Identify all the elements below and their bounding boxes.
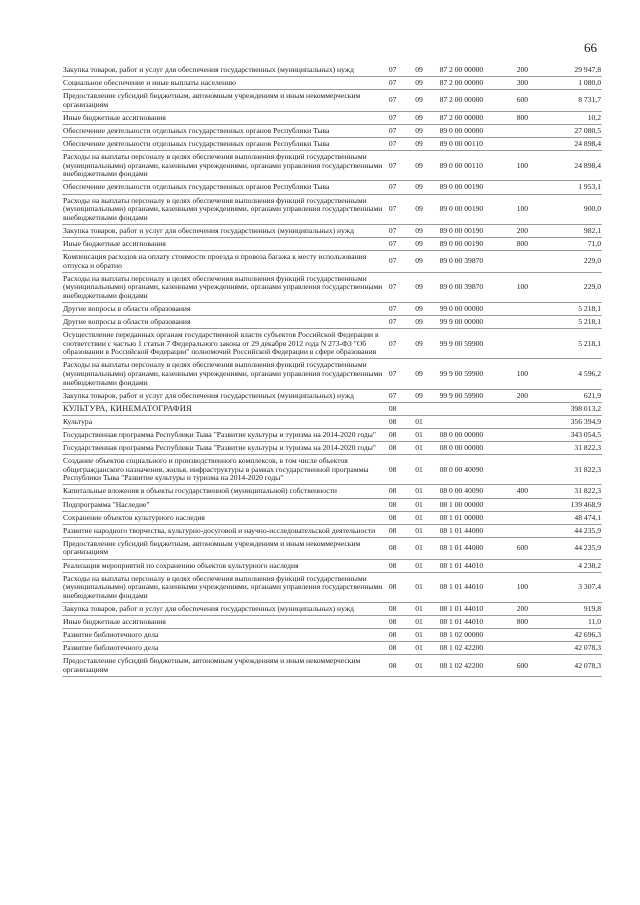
subsection-code-cell: 09 xyxy=(414,359,438,389)
row-name-cell: Закупка товаров, работ и услуг для обеспечения государственных (муниципальных) нужд xyxy=(62,64,388,77)
section-code-cell: 07 xyxy=(388,90,414,112)
table-row xyxy=(62,415,602,428)
subsection-code-cell: 09 xyxy=(414,302,438,315)
expense-type-cell: 400 xyxy=(516,485,544,498)
budget-table xyxy=(62,64,602,677)
target-article-cell: 08 1 01 44000 xyxy=(439,537,516,559)
subsection-code-cell xyxy=(414,402,438,415)
section-code-cell: 07 xyxy=(388,237,414,250)
table-row xyxy=(62,442,602,455)
subsection-code-cell: 01 xyxy=(414,616,438,629)
expense-type-cell xyxy=(516,629,544,642)
target-article-cell: 08 1 02 42200 xyxy=(439,655,516,677)
table-row xyxy=(62,302,602,315)
amount-cell: 71,0 xyxy=(544,237,602,250)
subsection-code-cell: 09 xyxy=(414,77,438,90)
subsection-code-cell: 01 xyxy=(414,455,438,485)
table-row xyxy=(62,272,602,302)
subsection-code-cell: 01 xyxy=(414,511,438,524)
table-row xyxy=(62,559,602,572)
amount-cell: 4 596,2 xyxy=(544,359,602,389)
table-row xyxy=(62,329,602,359)
table-row xyxy=(62,537,602,559)
target-article-cell: 89 0 00 00190 xyxy=(439,194,516,224)
section-code-cell: 08 xyxy=(388,442,414,455)
row-name-cell: Капитальные вложения в объекты государственной (муниципальной) собственности xyxy=(62,485,388,498)
subsection-code-cell: 09 xyxy=(414,151,438,181)
subsection-code-cell: 09 xyxy=(414,389,438,402)
row-name-cell: Реализация мероприятий по сохранению объектов культурного наследия xyxy=(62,559,388,572)
amount-cell: 229,0 xyxy=(544,272,602,302)
amount-cell: 621,9 xyxy=(544,389,602,402)
target-article-cell: 08 0 00 40090 xyxy=(439,485,516,498)
section-code-cell: 08 xyxy=(388,572,414,602)
amount-cell: 900,0 xyxy=(544,194,602,224)
table-row xyxy=(62,224,602,237)
amount-cell: 139 468,9 xyxy=(544,498,602,511)
section-code-cell: 08 xyxy=(388,602,414,615)
subsection-code-cell: 09 xyxy=(414,138,438,151)
expense-type-cell: 200 xyxy=(516,389,544,402)
target-article-cell: 99 9 00 59900 xyxy=(439,329,516,359)
subsection-code-cell: 01 xyxy=(414,524,438,537)
target-article-cell xyxy=(439,415,516,428)
row-name-cell: Расходы на выплаты персоналу в целях обеспечения выполнения функций государственными (муниципальными) органами, казенными учреждениями, органами управления государственными внебюджетными фондами xyxy=(62,151,388,181)
target-article-cell: 08 1 02 00000 xyxy=(439,629,516,642)
row-name-cell: Социальное обеспечение и иные выплаты населению xyxy=(62,77,388,90)
expense-type-cell: 100 xyxy=(516,572,544,602)
section-code-cell: 08 xyxy=(388,455,414,485)
subsection-code-cell: 09 xyxy=(414,237,438,250)
page-number: 66 xyxy=(584,40,597,55)
subsection-code-cell: 01 xyxy=(414,655,438,677)
target-article-cell: 89 0 00 39870 xyxy=(439,251,516,273)
row-name-cell: Государственная программа Республики Тыва "Развитие культуры и туризма на 2014-2020 годы" xyxy=(62,429,388,442)
row-name-cell: Расходы на выплаты персоналу в целях обеспечения выполнения функций государственными (муниципальными) органами, казенными учреждениями, органами управления государственными внебюджетными фондами xyxy=(62,194,388,224)
target-article-cell: 89 0 00 39870 xyxy=(439,272,516,302)
amount-cell: 31 822,3 xyxy=(544,455,602,485)
target-article-cell: 87 2 00 00000 xyxy=(439,77,516,90)
section-code-cell: 07 xyxy=(388,359,414,389)
subsection-code-cell: 09 xyxy=(414,194,438,224)
amount-cell: 48 474,1 xyxy=(544,511,602,524)
section-code-cell: 08 xyxy=(388,498,414,511)
row-name-cell: Закупка товаров, работ и услуг для обеспечения государственных (муниципальных) нужд xyxy=(62,389,388,402)
expense-type-cell xyxy=(516,329,544,359)
target-article-cell: 89 0 00 00190 xyxy=(439,237,516,250)
row-name-cell: Другие вопросы в области образования xyxy=(62,316,388,329)
expense-type-cell xyxy=(516,251,544,273)
subsection-code-cell: 09 xyxy=(414,64,438,77)
amount-cell: 42 696,3 xyxy=(544,629,602,642)
amount-cell: 229,0 xyxy=(544,251,602,273)
row-name-cell: Закупка товаров, работ и услуг для обеспечения государственных (муниципальных) нужд xyxy=(62,224,388,237)
section-code-cell: 07 xyxy=(388,111,414,124)
table-row xyxy=(62,124,602,137)
amount-cell: 44 235,9 xyxy=(544,537,602,559)
row-name-cell: Расходы на выплаты персоналу в целях обеспечения выполнения функций государственными (муниципальными) органами, казенными учреждениями, органами управления государственными внебюджетными фондами xyxy=(62,272,388,302)
subsection-code-cell: 01 xyxy=(414,629,438,642)
target-article-cell: 89 0 00 00110 xyxy=(439,151,516,181)
target-article-cell: 08 1 02 42200 xyxy=(439,642,516,655)
table-row xyxy=(62,485,602,498)
row-name-cell: Другие вопросы в области образования xyxy=(62,302,388,315)
section-code-cell: 07 xyxy=(388,138,414,151)
expense-type-cell xyxy=(516,181,544,194)
subsection-code-cell: 01 xyxy=(414,442,438,455)
table-row xyxy=(62,616,602,629)
expense-type-cell xyxy=(516,302,544,315)
amount-cell: 27 080,5 xyxy=(544,124,602,137)
section-code-cell: 07 xyxy=(388,151,414,181)
subsection-code-cell: 01 xyxy=(414,572,438,602)
table-row xyxy=(62,511,602,524)
amount-cell: 42 078,3 xyxy=(544,642,602,655)
row-name-cell: Предоставление субсидий бюджетным, автономным учреждениям и иным некоммерческим организациям xyxy=(62,90,388,112)
target-article-cell: 89 0 00 00190 xyxy=(439,224,516,237)
target-article-cell: 08 1 01 44010 xyxy=(439,616,516,629)
subsection-code-cell: 01 xyxy=(414,559,438,572)
table-row xyxy=(62,237,602,250)
target-article-cell: 89 0 00 00190 xyxy=(439,181,516,194)
section-code-cell: 07 xyxy=(388,64,414,77)
section-code-cell: 08 xyxy=(388,559,414,572)
expense-type-cell xyxy=(516,498,544,511)
row-name-cell: Развитие библиотечного дела xyxy=(62,642,388,655)
table-row xyxy=(62,111,602,124)
expense-type-cell xyxy=(516,511,544,524)
table-row xyxy=(62,498,602,511)
subsection-code-cell: 01 xyxy=(414,537,438,559)
row-name-cell: Иные бюджетные ассигнования xyxy=(62,111,388,124)
target-article-cell: 87 2 00 00000 xyxy=(439,111,516,124)
expense-type-cell xyxy=(516,442,544,455)
expense-type-cell xyxy=(516,316,544,329)
row-name-cell: Предоставление субсидий бюджетным, автономным учреждениям и иным некоммерческим организациям xyxy=(62,655,388,677)
amount-cell: 398 013,2 xyxy=(544,402,602,415)
section-code-cell: 07 xyxy=(388,181,414,194)
amount-cell: 24 898,4 xyxy=(544,151,602,181)
target-article-cell: 99 9 00 00000 xyxy=(439,316,516,329)
target-article-cell: 08 0 00 00000 xyxy=(439,442,516,455)
section-code-cell: 08 xyxy=(388,655,414,677)
expense-type-cell xyxy=(516,415,544,428)
row-name-cell: Государственная программа Республики Тыва "Развитие культуры и туризма на 2014-2020 годы" xyxy=(62,442,388,455)
amount-cell: 919,8 xyxy=(544,602,602,615)
target-article-cell xyxy=(439,402,516,415)
amount-cell: 5 218,1 xyxy=(544,302,602,315)
target-article-cell: 99 9 00 59900 xyxy=(439,389,516,402)
expense-type-cell xyxy=(516,559,544,572)
expense-type-cell: 200 xyxy=(516,602,544,615)
row-name-cell: Иные бюджетные ассигнования xyxy=(62,616,388,629)
expense-type-cell: 200 xyxy=(516,224,544,237)
row-name-cell: Закупка товаров, работ и услуг для обеспечения государственных (муниципальных) нужд xyxy=(62,602,388,615)
target-article-cell: 08 1 01 00000 xyxy=(439,511,516,524)
table-row xyxy=(62,359,602,389)
target-article-cell: 87 2 00 00000 xyxy=(439,90,516,112)
target-article-cell: 08 1 01 44010 xyxy=(439,602,516,615)
section-code-cell: 07 xyxy=(388,251,414,273)
table-row xyxy=(62,316,602,329)
section-code-cell: 07 xyxy=(388,194,414,224)
subsection-code-cell: 09 xyxy=(414,124,438,137)
row-name-cell: Развитие библиотечного дела xyxy=(62,629,388,642)
amount-cell: 44 235,9 xyxy=(544,524,602,537)
section-code-cell: 08 xyxy=(388,402,414,415)
row-name-cell: Подпрограмма "Наследие" xyxy=(62,498,388,511)
amount-cell: 356 394,9 xyxy=(544,415,602,428)
subsection-code-cell: 01 xyxy=(414,602,438,615)
table-row xyxy=(62,524,602,537)
expense-type-cell: 600 xyxy=(516,90,544,112)
table-row xyxy=(62,151,602,181)
subsection-code-cell: 09 xyxy=(414,181,438,194)
amount-cell: 4 238,2 xyxy=(544,559,602,572)
expense-type-cell xyxy=(516,455,544,485)
table-row xyxy=(62,655,602,677)
section-code-cell: 08 xyxy=(388,511,414,524)
amount-cell: 982,1 xyxy=(544,224,602,237)
expense-type-cell: 600 xyxy=(516,537,544,559)
target-article-cell: 08 1 01 44010 xyxy=(439,572,516,602)
row-name-cell: КУЛЬТУРА, КИНЕМАТОГРАФИЯ xyxy=(62,402,388,415)
section-code-cell: 07 xyxy=(388,302,414,315)
row-name-cell: Обеспечение деятельности отдельных государственных органов Республики Тыва xyxy=(62,124,388,137)
expense-type-cell xyxy=(516,402,544,415)
amount-cell: 1 953,1 xyxy=(544,181,602,194)
subsection-code-cell: 01 xyxy=(414,498,438,511)
amount-cell: 5 218,1 xyxy=(544,316,602,329)
target-article-cell: 08 0 00 00000 xyxy=(439,429,516,442)
subsection-code-cell: 09 xyxy=(414,111,438,124)
row-name-cell: Сохранение объектов культурного наследия xyxy=(62,511,388,524)
target-article-cell: 99 0 00 00000 xyxy=(439,302,516,315)
expense-type-cell: 300 xyxy=(516,77,544,90)
amount-cell: 3 307,4 xyxy=(544,572,602,602)
expense-type-cell xyxy=(516,124,544,137)
subsection-code-cell: 01 xyxy=(414,485,438,498)
section-code-cell: 08 xyxy=(388,415,414,428)
row-name-cell: Развитие народного творчества, культурно-досуговой и научно-исследовательской деятельности xyxy=(62,524,388,537)
amount-cell: 343 054,5 xyxy=(544,429,602,442)
expense-type-cell xyxy=(516,524,544,537)
row-name-cell: Обеспечение деятельности отдельных государственных органов Республики Тыва xyxy=(62,181,388,194)
section-code-cell: 07 xyxy=(388,316,414,329)
row-name-cell: Осуществление переданных органам государственной власти субъектов Российской Федерации в соответствии с частью 1 статьи 7 Федерального закона от 29 декабря 2012 года N 273-ФЗ "Об образовании в Российской Федерации" полномочий Российской Федерации в сфере образования xyxy=(62,329,388,359)
section-code-cell: 07 xyxy=(388,329,414,359)
section-code-cell: 08 xyxy=(388,616,414,629)
row-name-cell: Обеспечение деятельности отдельных государственных органов Республики Тыва xyxy=(62,138,388,151)
row-name-cell: Компенсация расходов на оплату стоимости проезда и провоза багажа к месту использования отпуска и обратно xyxy=(62,251,388,273)
amount-cell: 29 947,8 xyxy=(544,64,602,77)
subsection-code-cell: 01 xyxy=(414,415,438,428)
table-row xyxy=(62,181,602,194)
table-row xyxy=(62,455,602,485)
table-row xyxy=(62,194,602,224)
table-row xyxy=(62,77,602,90)
target-article-cell: 08 1 01 44010 xyxy=(439,559,516,572)
expense-type-cell xyxy=(516,138,544,151)
row-name-cell: Иные бюджетные ассигнования xyxy=(62,237,388,250)
table-row xyxy=(62,90,602,112)
subsection-code-cell: 09 xyxy=(414,251,438,273)
amount-cell: 8 731,7 xyxy=(544,90,602,112)
subsection-code-cell: 01 xyxy=(414,642,438,655)
section-code-cell: 07 xyxy=(388,272,414,302)
expense-type-cell: 800 xyxy=(516,237,544,250)
expense-type-cell: 200 xyxy=(516,64,544,77)
table-row xyxy=(62,251,602,273)
subsection-code-cell: 09 xyxy=(414,316,438,329)
table-row xyxy=(62,602,602,615)
target-article-cell: 99 9 00 59900 xyxy=(439,359,516,389)
expense-type-cell: 100 xyxy=(516,194,544,224)
expense-type-cell: 800 xyxy=(516,616,544,629)
table-row xyxy=(62,642,602,655)
row-name-cell: Предоставление субсидий бюджетным, автономным учреждениям и иным некоммерческим организациям xyxy=(62,537,388,559)
section-code-cell: 08 xyxy=(388,537,414,559)
section-code-cell: 07 xyxy=(388,224,414,237)
subsection-code-cell: 09 xyxy=(414,272,438,302)
amount-cell: 24 898,4 xyxy=(544,138,602,151)
table-row xyxy=(62,389,602,402)
table-row xyxy=(62,629,602,642)
section-code-cell: 08 xyxy=(388,429,414,442)
target-article-cell: 89 0 00 00000 xyxy=(439,124,516,137)
expense-type-cell: 100 xyxy=(516,359,544,389)
table-row xyxy=(62,429,602,442)
row-name-cell: Создание объектов социального и производственного комплексов, в том числе объектов общегражданского назначения, жилья, инфраструктуры в рамках государственной программы Республики Тыва "Развитие культуры и туризма на 2014-2020 годы" xyxy=(62,455,388,485)
target-article-cell: 08 0 00 40090 xyxy=(439,455,516,485)
amount-cell: 5 218,1 xyxy=(544,329,602,359)
table-row xyxy=(62,138,602,151)
table-row xyxy=(62,402,602,415)
amount-cell: 31 822,3 xyxy=(544,485,602,498)
expense-type-cell: 100 xyxy=(516,151,544,181)
subsection-code-cell: 09 xyxy=(414,329,438,359)
amount-cell: 31 822,3 xyxy=(544,442,602,455)
amount-cell: 1 080,0 xyxy=(544,77,602,90)
section-code-cell: 08 xyxy=(388,524,414,537)
table-row xyxy=(62,64,602,77)
subsection-code-cell: 09 xyxy=(414,224,438,237)
target-article-cell: 08 1 00 00000 xyxy=(439,498,516,511)
section-code-cell: 08 xyxy=(388,485,414,498)
table-row xyxy=(62,572,602,602)
expense-type-cell xyxy=(516,429,544,442)
row-name-cell: Культура xyxy=(62,415,388,428)
section-code-cell: 07 xyxy=(388,389,414,402)
expense-type-cell: 800 xyxy=(516,111,544,124)
section-code-cell: 07 xyxy=(388,77,414,90)
amount-cell: 42 078,3 xyxy=(544,655,602,677)
subsection-code-cell: 09 xyxy=(414,90,438,112)
row-name-cell: Расходы на выплаты персоналу в целях обеспечения выполнения функций государственными (муниципальными) органами, казенными учреждениями, органами управления государственными внебюджетными фондами xyxy=(62,572,388,602)
subsection-code-cell: 01 xyxy=(414,429,438,442)
budget-table-body xyxy=(62,64,602,676)
target-article-cell: 08 1 01 44000 xyxy=(439,524,516,537)
amount-cell: 10,2 xyxy=(544,111,602,124)
amount-cell: 11,0 xyxy=(544,616,602,629)
section-code-cell: 07 xyxy=(388,124,414,137)
section-code-cell: 08 xyxy=(388,629,414,642)
target-article-cell: 87 2 00 00000 xyxy=(439,64,516,77)
expense-type-cell: 600 xyxy=(516,655,544,677)
section-code-cell: 08 xyxy=(388,642,414,655)
expense-type-cell: 100 xyxy=(516,272,544,302)
row-name-cell: Расходы на выплаты персоналу в целях обеспечения выполнения функций государственными (муниципальными) органами, казенными учреждениями, органами управления государственными внебюджетными фондами xyxy=(62,359,388,389)
target-article-cell: 89 0 00 00110 xyxy=(439,138,516,151)
expense-type-cell xyxy=(516,642,544,655)
